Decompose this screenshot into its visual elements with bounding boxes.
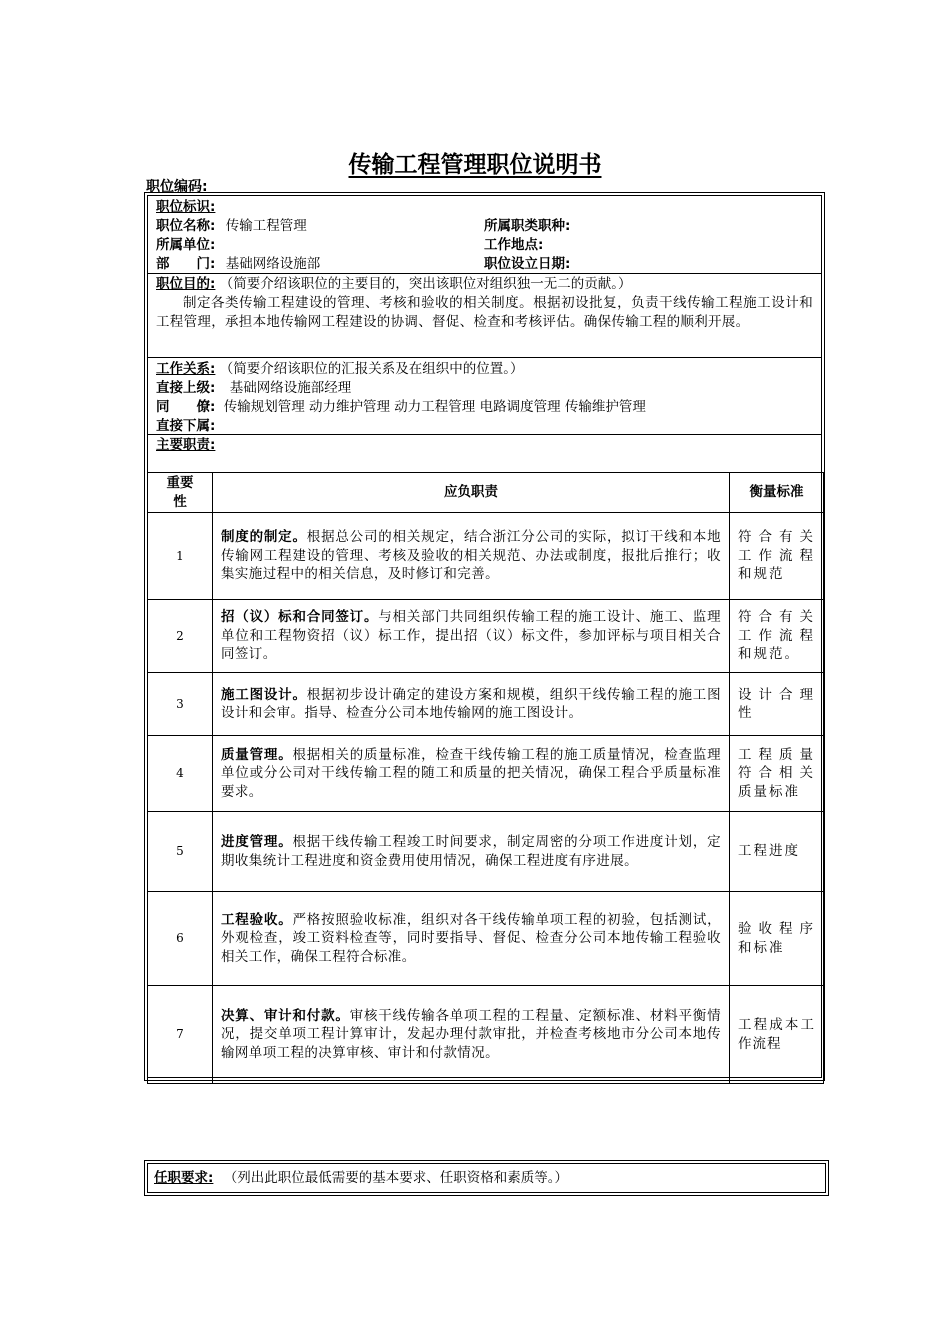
- dept-label: 部 门:: [156, 256, 216, 272]
- divider: [148, 434, 821, 435]
- standard-cell: 设计合理性: [730, 673, 824, 736]
- peers-row: [156, 398, 646, 417]
- position-form: [144, 192, 825, 1081]
- duty-title: 质量管理。: [221, 746, 293, 763]
- row-number: 2: [148, 600, 213, 673]
- duty-text: 根据干线传输工程竣工时间要求，制定周密的分项工作进度计划，定期收集统计工程进度和资金费用使用情况，确保工程进度有序进展。: [221, 834, 722, 869]
- unit-label: 所属单位:: [156, 237, 216, 253]
- row-number: 7: [148, 986, 213, 1084]
- duties-label: 主要职责:: [156, 437, 216, 453]
- header-duty: 应负职责: [213, 473, 730, 513]
- duty-cell: [213, 600, 730, 673]
- standard-cell: 验收程序和标准: [730, 892, 824, 986]
- position-code-label: 职位编码:: [146, 179, 208, 195]
- requirements-hint: （列出此职位最低需要的基本要求、任职资格和素质等。）: [223, 1170, 568, 1186]
- date-label: 职位设立日期:: [484, 256, 571, 272]
- row-number: 6: [148, 892, 213, 986]
- duty-title: 进度管理。: [221, 834, 293, 850]
- duty-table: [147, 472, 824, 1084]
- standard-cell: 工程质量符合相关质量标准: [730, 736, 824, 812]
- standard-cell: 工程成本工作流程: [730, 986, 824, 1084]
- table-row: [148, 513, 824, 600]
- superior-label: 直接上级:: [156, 380, 216, 396]
- duty-title: 决算、审计和付款。: [221, 1007, 350, 1024]
- duty-text: 根据初步设计确定的建设方案和规模，组织干线传输工程的施工图设计和会审。指导、检查分公司本地传输网的施工图设计。: [221, 686, 721, 721]
- divider: [148, 273, 821, 274]
- purpose-header-row: [156, 275, 631, 294]
- row-number: 1: [148, 513, 213, 600]
- duty-text: 根据总公司的相关规定，结合浙江分公司的实际，拟订干线和本地传输网工程建设的管理、考核及验收的相关规范、办法或制度，报批后推行；收集实施过程中的相关信息，及时修订和完善。: [221, 529, 721, 583]
- requirements-header: 任职要求:: [154, 1170, 214, 1186]
- name-row: [156, 217, 307, 236]
- table-row: [148, 673, 824, 736]
- name-label: 职位名称:: [156, 218, 216, 234]
- standard-cell: 工程进度: [730, 812, 824, 892]
- standard-cell: 符合有关工作流程和规范: [730, 513, 824, 600]
- identity-header: 职位标识:: [156, 199, 216, 215]
- form-inner: [147, 195, 822, 1078]
- duty-title: 工程验收。: [221, 911, 293, 928]
- table-row: [148, 986, 824, 1084]
- row-number: 4: [148, 736, 213, 812]
- duty-cell: [213, 812, 730, 892]
- standard-cell: 符合有关工作流程和规范。: [730, 600, 824, 673]
- table-row: [148, 812, 824, 892]
- duty-title: 施工图设计。: [221, 686, 307, 703]
- duty-text: 严格按照验收标准，组织对各干线传输单项工程的初验，包括测试，外观检查，竣工资料检查等，同时要指导、督促、检查分公司本地传输工程验收相关工作，确保工程符合标准。: [221, 911, 722, 965]
- dept-row: [156, 255, 320, 274]
- divider: [148, 357, 821, 358]
- relations-header-row: [156, 360, 523, 379]
- category-label: 所属职类职种:: [484, 218, 571, 234]
- superior-row: [156, 379, 351, 398]
- header-importance: 重要性: [148, 473, 213, 513]
- duty-table-header: [148, 473, 824, 513]
- relations-header: 工作关系:: [156, 361, 216, 377]
- peers-value: 传输规划管理 动力维护管理 动力工程管理 电路调度管理 传输维护管理: [223, 399, 646, 415]
- subordinate-label: 直接下属:: [156, 418, 216, 434]
- relations-hint: （简要介绍该职位的汇报关系及在组织中的位置。）: [219, 361, 524, 377]
- header-standard: 衡量标准: [730, 473, 824, 513]
- table-row: [148, 600, 824, 673]
- purpose-hint: （简要介绍该职位的主要目的，突出该职位对组织独一无二的贡献。）: [219, 276, 632, 292]
- duty-cell: [213, 892, 730, 986]
- duty-title: 招（议）标和合同签订。: [221, 609, 379, 626]
- dept-value: 基础网络设施部: [225, 256, 321, 272]
- superior-value: 基础网络设施部经理: [229, 380, 352, 396]
- purpose-text: 制定各类传输工程建设的管理、考核和验收的相关制度。根据初设批复，负责干线传输工程施工设计和工程管理，承担本地传输网工程建设的协调、督促、检查和考核评估。确保传输工程的顺利开展。: [156, 295, 813, 330]
- purpose-header: 职位目的:: [156, 276, 216, 292]
- table-row: [148, 736, 824, 812]
- duty-text: 审核干线传输各单项工程的工程量、定额标准、材料平衡情况，提交单项工程计算审计，发起办理付款审批，并检查考核地市分公司本地传输网单项工程的决算审核、审计和付款情况。: [221, 1007, 721, 1061]
- name-value: 传输工程管理: [225, 218, 307, 234]
- row-number: 3: [148, 673, 213, 736]
- duty-cell: [213, 736, 730, 812]
- requirements-inner: [147, 1163, 826, 1193]
- peers-label: 同 僚:: [156, 399, 216, 415]
- location-label: 工作地点:: [484, 237, 544, 253]
- table-row: [148, 892, 824, 986]
- requirements-box: [144, 1160, 829, 1196]
- page-title: 传输工程管理职位说明书: [348, 152, 602, 178]
- duty-text: 与相关部门共同组织传输工程的施工设计、施工、监理单位和工程物资招（议）标工作，提出招（议）标文件，参加评标与项目相关合同签订。: [221, 609, 721, 663]
- duty-cell: [213, 513, 730, 600]
- duty-cell: [213, 673, 730, 736]
- duty-cell: [213, 986, 730, 1084]
- duty-title: 制度的制定。: [221, 529, 307, 546]
- row-number: 5: [148, 812, 213, 892]
- duty-text: 根据相关的质量标准，检查干线传输工程的施工质量情况，检查监理单位或分公司对干线传输工程的随工和质量的把关情况，确保工程合乎质量标准要求。: [221, 746, 722, 800]
